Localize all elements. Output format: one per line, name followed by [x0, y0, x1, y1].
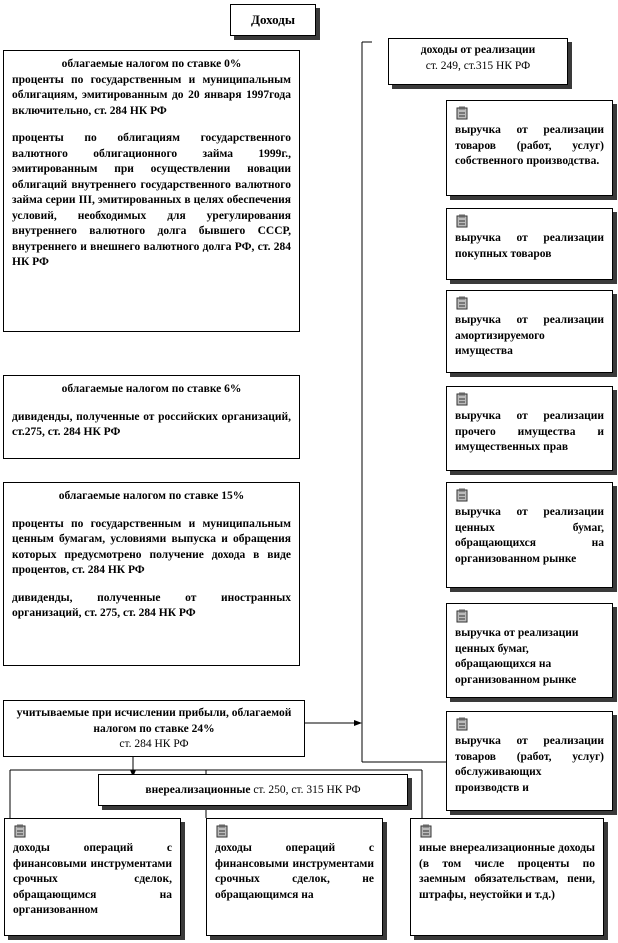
- rate15-box: [3, 482, 300, 666]
- sales-item-6: [446, 603, 613, 698]
- sales-item-1-text: выручка от реализации товаров (работ, услуг) собственного производства.: [455, 124, 604, 168]
- clipboard-icon: [455, 488, 469, 502]
- sales-header-box: [388, 38, 568, 85]
- root-box: [230, 4, 316, 36]
- sales-item-1: [446, 100, 613, 196]
- nonsales-item-2-text: доходы операций с финансовыми инструментами срочных сделок, не обращающимся на: [215, 842, 374, 901]
- rate0-paragraph-1: проценты по государственным и муниципальным облигациям, эмитированным до 20 января 1997года включительно, ст. 284 НК РФ: [12, 73, 291, 117]
- clipboard-icon: [455, 214, 469, 228]
- nonsales-ref: ст. 250, ст. 315 НК РФ: [250, 784, 361, 796]
- nonsales-item-3: [410, 818, 604, 936]
- rate0-paragraph-2: проценты по облигациям государственного валютного облигационного займа 1999г., эмитированным при осуществлении новации облигаций внутреннего государственного валютного займа серии III, эмитированных в целях обеспечения условий, необходимых для урегулирования внутреннего валютного долга бывшего СССР, внутреннего и внешнего валютного долга РФ, ст. 284 НК РФ: [12, 132, 291, 269]
- clipboard-icon: [13, 824, 27, 838]
- sales-item-7-text: выручка от реализации товаров (работ, услуг) обслуживающих производств и: [455, 735, 604, 794]
- clipboard-icon: [455, 609, 469, 623]
- rate24-box: [3, 700, 305, 757]
- nonsales-item-3-text: иные внереализационные доходы (в том числе проценты по заемным обязательствам, пени, штрафы, неустойки и т.д.): [419, 842, 595, 901]
- sales-item-3: [446, 290, 613, 373]
- rate24-heading: учитываемые при исчислении прибыли, облагаемой налогом по ставке 24%: [16, 707, 292, 735]
- sales-item-4: [446, 386, 613, 471]
- sales-item-5: [446, 482, 613, 588]
- clipboard-icon: [455, 717, 469, 731]
- rate6-heading: облагаемые налогом по ставке 6%: [61, 383, 242, 395]
- rate15-paragraph-1: проценты по государственным и муниципальным ценным бумагам, условиями выпуска и обращения которых предусмотрено получение дохода в виде процентов, ст. 284 НК РФ: [12, 517, 291, 577]
- rate0-heading: облагаемые налогом по ставке 0%: [61, 58, 242, 70]
- rate6-paragraph-1: дивиденды, полученные от российских организаций, ст.275, ст. 284 НК РФ: [12, 410, 291, 439]
- sales-ref: ст. 249, ст.315 НК РФ: [425, 59, 531, 72]
- clipboard-icon: [215, 824, 229, 838]
- rate15-paragraph-2: дивиденды, полученные от иностранных организаций, ст. 275, ст. 284 НК РФ: [12, 591, 291, 620]
- sales-item-7: [446, 711, 613, 811]
- rate24-ref: ст. 284 НК РФ: [119, 738, 189, 751]
- root-title: Доходы: [251, 12, 295, 27]
- nonsales-header-box: [98, 774, 408, 806]
- clipboard-icon: [455, 296, 469, 310]
- nonsales-item-1: [4, 818, 181, 936]
- sales-item-6-text: выручка от реализации ценных бумаг, обращающихся на организованном рынке: [455, 627, 579, 686]
- rate0-box: [3, 50, 300, 332]
- sales-item-4-text: выручка от реализации прочего имущества и имущественных прав: [455, 410, 604, 454]
- nonsales-heading: внереализационные: [145, 784, 251, 796]
- clipboard-icon: [419, 824, 433, 838]
- nonsales-item-1-text: доходы операций с финансовыми инструментами срочных сделок, обращающимся на организованном: [13, 842, 172, 917]
- sales-heading: доходы от реализации: [420, 44, 536, 56]
- sales-item-2-text: выручка от реализации покупных товаров: [455, 232, 604, 260]
- sales-item-2: [446, 208, 613, 280]
- sales-item-3-text: выручка от реализации амортизируемого имущества: [455, 314, 604, 358]
- clipboard-icon: [455, 106, 469, 120]
- clipboard-icon: [455, 392, 469, 406]
- sales-item-5-text: выручка от реализации ценных бумаг, обращающихся на организованном рынке: [455, 506, 604, 565]
- nonsales-item-2: [206, 818, 383, 936]
- rate6-box: [3, 375, 300, 459]
- rate15-heading: облагаемые налогом по ставке 15%: [58, 490, 245, 502]
